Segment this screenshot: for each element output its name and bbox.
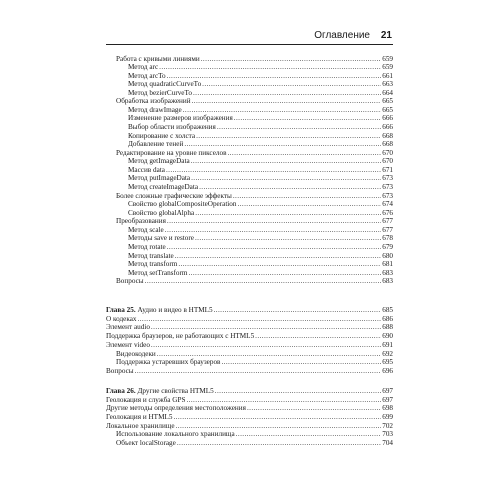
toc-page-number: 697 bbox=[382, 395, 393, 404]
toc-entry-text: Обработка изображений bbox=[116, 97, 191, 106]
dot-leader bbox=[173, 413, 381, 422]
toc-entry-label bbox=[116, 350, 156, 359]
dot-leader bbox=[177, 439, 381, 448]
toc-page-number: 666 bbox=[382, 123, 393, 132]
toc-entry-text: Вопросы bbox=[106, 366, 134, 375]
toc-page-number: 670 bbox=[382, 157, 393, 166]
toc-entry-text: Аудио и видео в HTML5 bbox=[137, 306, 213, 314]
dot-leader bbox=[236, 430, 382, 439]
toc-entry[interactable] bbox=[116, 430, 393, 439]
toc-entry-text: Методы save и restore bbox=[128, 234, 194, 243]
toc-page-number: 668 bbox=[382, 140, 393, 149]
toc-entry-text: Изменение размеров изображения bbox=[128, 114, 233, 123]
toc-entry-text: Метод translate bbox=[128, 251, 174, 260]
toc-page-number: 691 bbox=[382, 340, 393, 349]
toc-page-number: 677 bbox=[382, 217, 393, 226]
toc-page-number: 681 bbox=[382, 260, 393, 269]
toc-entry[interactable] bbox=[106, 323, 393, 332]
page-number: 21 bbox=[380, 30, 392, 41]
dot-leader bbox=[138, 315, 382, 324]
toc-entry-label bbox=[106, 341, 150, 350]
toc-page-number: 673 bbox=[382, 174, 393, 183]
toc-page-number: 665 bbox=[382, 105, 393, 114]
toc-entry-text: Метод getImageData bbox=[128, 157, 190, 166]
toc-entry-text: Другие методы определения местоположения bbox=[106, 404, 246, 413]
toc-entry-text: Метод putImageData bbox=[128, 174, 191, 183]
toc-page-number: 665 bbox=[382, 97, 393, 106]
toc-entry[interactable] bbox=[106, 341, 393, 350]
toc-entry-text: Свойство globalAlpha bbox=[128, 208, 195, 217]
toc-entry-label bbox=[106, 323, 150, 332]
chapter-number: Глава 26. bbox=[106, 387, 138, 395]
toc-entry-text: Метод createImageData bbox=[128, 183, 199, 192]
toc-page-number: 685 bbox=[382, 306, 393, 314]
toc-entry-text: Элемент video bbox=[106, 340, 150, 349]
toc-page-number: 668 bbox=[382, 131, 393, 140]
toc-page-number: 690 bbox=[382, 332, 393, 341]
toc-entry-text: Добавление теней bbox=[128, 140, 184, 149]
toc-page-number: 673 bbox=[382, 183, 393, 192]
toc-entry-text: Метод bezierCurveTo bbox=[128, 88, 192, 97]
toc-entry-text: Работа с кривыми линиями bbox=[116, 54, 200, 63]
toc-entry-text: Видеокодеки bbox=[116, 349, 156, 358]
toc-entry-label bbox=[116, 439, 176, 448]
dot-leader bbox=[215, 387, 381, 396]
toc-entry-text: Метод quadraticCurveTo bbox=[128, 80, 202, 89]
dot-leader bbox=[247, 404, 381, 413]
toc-entry-label bbox=[106, 387, 214, 396]
toc-entry-text: Геолокация и служба GPS bbox=[106, 395, 186, 404]
toc-entry[interactable] bbox=[106, 413, 393, 422]
toc-page-number: 659 bbox=[382, 54, 393, 63]
toc-page-number: 702 bbox=[382, 421, 393, 430]
toc-entry-text: Преобразования bbox=[116, 217, 166, 226]
toc-entry-text: Метод arc bbox=[128, 63, 159, 72]
toc-entry-text: Метод rotate bbox=[128, 243, 166, 252]
toc-entry-label bbox=[116, 277, 144, 286]
toc-entry[interactable] bbox=[116, 277, 393, 286]
toc-page-number: 676 bbox=[382, 208, 393, 217]
toc-page-number: 663 bbox=[382, 80, 393, 89]
toc-entry-label bbox=[116, 430, 235, 439]
toc-page-number: 697 bbox=[382, 387, 393, 395]
toc-page-number: 696 bbox=[382, 366, 393, 375]
toc-entry-label bbox=[106, 396, 185, 405]
toc-page-number: 666 bbox=[382, 114, 393, 123]
toc-chapter-entry[interactable] bbox=[106, 387, 393, 396]
chapter-number: Глава 25. bbox=[106, 306, 138, 314]
toc-entry-label bbox=[116, 358, 220, 367]
toc-entry-text: Метод setTransform bbox=[128, 268, 188, 277]
toc-entry-text: Локальное хранилище bbox=[106, 421, 175, 430]
toc-page-number: 673 bbox=[382, 191, 393, 200]
toc-entry[interactable] bbox=[106, 315, 393, 324]
dot-leader bbox=[151, 323, 381, 332]
dot-leader bbox=[255, 332, 381, 341]
toc-entry-text: Метод drawImage bbox=[128, 105, 182, 114]
toc-entry-text: Массив data bbox=[128, 165, 165, 174]
toc-entry-text: Копирование с холста bbox=[128, 131, 196, 140]
toc-entry-text: Выбор области изображения bbox=[128, 123, 216, 132]
toc-page-number: 683 bbox=[382, 268, 393, 277]
dot-leader bbox=[151, 341, 381, 350]
toc-page-number: 698 bbox=[382, 404, 393, 413]
toc-entry-text: Метод scale bbox=[128, 225, 164, 234]
toc-entry-label bbox=[106, 367, 134, 376]
toc-entry-text: Свойство globalCompositeOperation bbox=[128, 200, 237, 209]
dot-leader bbox=[135, 367, 382, 376]
toc-page-number: 678 bbox=[382, 234, 393, 243]
dot-leader bbox=[214, 306, 382, 315]
running-title: Оглавление bbox=[314, 30, 370, 41]
toc-page-number: 683 bbox=[382, 277, 393, 286]
toc-entry-text: Геолокация и HTML5 bbox=[106, 412, 173, 421]
toc-page-number: 692 bbox=[382, 349, 393, 358]
toc-entry-label bbox=[106, 413, 172, 422]
toc-page-number: 679 bbox=[382, 243, 393, 252]
toc-entry[interactable] bbox=[106, 404, 393, 413]
dot-leader bbox=[221, 358, 381, 367]
toc-entry-label bbox=[106, 315, 137, 324]
dot-leader bbox=[157, 350, 381, 359]
toc-entry-label bbox=[106, 306, 213, 315]
toc-entry[interactable] bbox=[106, 422, 393, 431]
toc-page-number: 699 bbox=[382, 412, 393, 421]
toc-entry-label bbox=[106, 404, 246, 413]
toc-chapter-entry[interactable] bbox=[106, 306, 393, 315]
toc-page-number: 677 bbox=[382, 225, 393, 234]
toc-entry-label bbox=[106, 332, 254, 341]
toc-entry-text: Более сложные графические эффекты bbox=[116, 191, 232, 200]
toc-page-number: 688 bbox=[382, 323, 393, 332]
toc-entry[interactable] bbox=[106, 332, 393, 341]
toc-entry[interactable] bbox=[106, 396, 393, 405]
dot-leader bbox=[145, 277, 382, 286]
dot-leader bbox=[176, 422, 382, 431]
toc-entry-text: Метод arcTo bbox=[128, 71, 166, 80]
toc-entry[interactable] bbox=[116, 358, 393, 367]
toc-entry-text: О кодеках bbox=[106, 314, 137, 323]
toc-entry[interactable] bbox=[106, 367, 393, 376]
toc-page-number: 686 bbox=[382, 314, 393, 323]
toc-entry-text: Использование локального хранилища bbox=[116, 430, 235, 439]
toc-entry-text: Метод transform bbox=[128, 260, 178, 269]
toc-entry-text: Вопросы bbox=[116, 277, 144, 286]
toc-entry[interactable] bbox=[116, 439, 393, 448]
toc-page-number: 703 bbox=[382, 430, 393, 439]
toc-page-number: 695 bbox=[382, 358, 393, 367]
toc-page-number: 674 bbox=[382, 200, 393, 209]
toc-entry-text: Объект localStorage bbox=[116, 438, 176, 447]
toc-entry-text: Элемент audio bbox=[106, 323, 150, 332]
toc-page-number: 680 bbox=[382, 251, 393, 260]
toc-entry-text: Поддержка устаревших браузеров bbox=[116, 358, 221, 367]
toc-entry[interactable] bbox=[116, 350, 393, 359]
toc-page-number: 670 bbox=[382, 148, 393, 157]
toc-entry-label bbox=[106, 422, 175, 431]
dot-leader bbox=[186, 396, 381, 405]
toc-page-number: 659 bbox=[382, 63, 393, 72]
toc-entry-text: Поддержка браузеров, не работающих с HTML5 bbox=[106, 332, 255, 341]
toc-page-number: 671 bbox=[382, 165, 393, 174]
toc-page-number: 664 bbox=[382, 88, 393, 97]
toc-page-number: 661 bbox=[382, 71, 393, 80]
toc-entry-text: Редактирование на уровне пикселов bbox=[116, 148, 227, 157]
toc-page-number: 704 bbox=[382, 438, 393, 447]
toc-entry-text: Другие свойства HTML5 bbox=[137, 387, 214, 395]
